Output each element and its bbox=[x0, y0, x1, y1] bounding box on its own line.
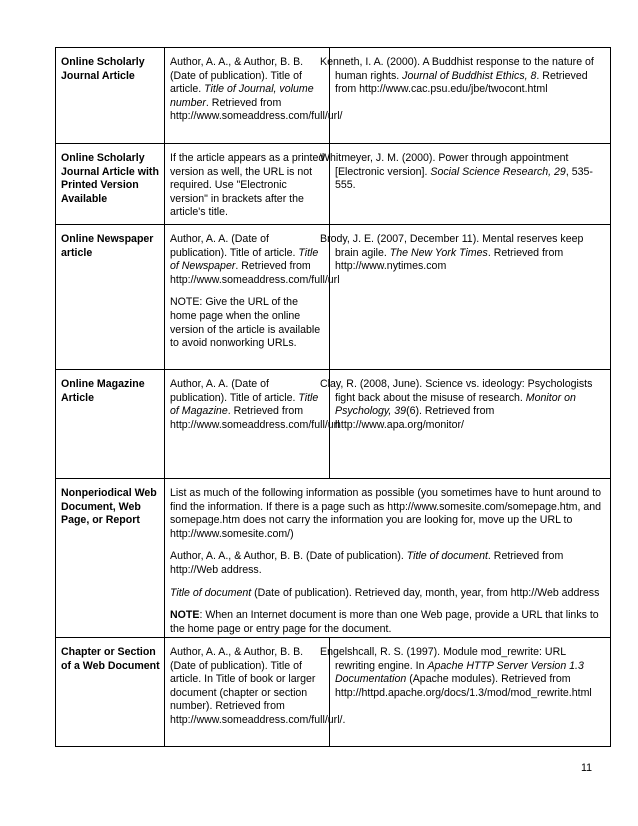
table-row bbox=[56, 638, 611, 747]
table-row bbox=[56, 144, 611, 225]
table-row bbox=[56, 370, 611, 479]
italic-text: Title of document bbox=[406, 550, 488, 563]
text-run: (Date of publication). Retrieved day, month, year, from http://Web address bbox=[251, 586, 600, 599]
italic-text: Title of Journal, volume number bbox=[170, 83, 314, 109]
source-type-cell: Online Scholarly Journal Article with Printed Version Available bbox=[56, 144, 165, 225]
example-cell bbox=[320, 370, 611, 479]
format-paragraph bbox=[170, 587, 606, 601]
source-type-cell: Nonperiodical Web Document, Web Page, or Report bbox=[56, 479, 165, 638]
text-run: : When an Internet document is more than one Web page, provide a URL that links to the home page or entry page for the document. bbox=[170, 609, 599, 635]
format-note: NOTE: Give the URL of the home page when the online version of the article is available to avoid nonworking URLs. bbox=[170, 296, 321, 350]
text-run: . Retrieved from http://www.cac.psu.edu/jbe/twocont.html bbox=[335, 69, 588, 96]
page-number: 11 bbox=[581, 762, 592, 774]
italic-text: Journal of Buddhist Ethics, 8 bbox=[402, 69, 537, 82]
text-run: . Retrieved from http://www.someaddress.com/full/url bbox=[170, 260, 340, 286]
text-run: List as much of the following information as possible (you sometimes have to hunt around to find the information. If there is a page such as http://www.somesite.com/somepage.htm, and somepage.htm does not carry the information you are looking for, move up the URL to http://www.somesite.com/) bbox=[170, 487, 602, 540]
source-type-cell: Online Magazine Article bbox=[56, 370, 165, 479]
text-run: Kenneth, I. A. (2000). A Buddhist response to the nature of human rights. bbox=[320, 56, 594, 82]
format-cell bbox=[165, 48, 343, 144]
italic-text: The New York Times bbox=[389, 246, 488, 259]
text-run: Author, A. A., & Author, B. B. (Date of publication). Title of article. In Title of book or larger document (chapter or section number). Retrieved from http://www.someaddress.com/full/url/. bbox=[170, 646, 346, 726]
italic-text: Title of Newspaper bbox=[170, 246, 319, 273]
italic-text: Social Science Research, 29 bbox=[430, 165, 566, 178]
example-cell bbox=[320, 144, 611, 225]
format-paragraph bbox=[170, 487, 606, 541]
text-run: . Retrieved from http://www.nytimes.com bbox=[335, 246, 564, 273]
citation-table bbox=[55, 47, 611, 747]
example-cell bbox=[320, 48, 611, 144]
text-run: Author, A. A. (Date of publication). Title of article. bbox=[170, 233, 299, 259]
italic-text: Title of Magazine bbox=[170, 391, 319, 418]
text-run: . Retrieved from http://www.someaddress.com/full/url bbox=[170, 405, 340, 431]
italic-text: Monitor on Psychology, 39 bbox=[335, 391, 576, 418]
text-run: Engelshcall, R. S. (1997). Module mod_rewrite: URL rewriting engine. In bbox=[320, 646, 566, 672]
table-row bbox=[56, 225, 611, 370]
text-run: . Retrieved from http://Web address. bbox=[170, 550, 564, 576]
text-run: Whitmeyer, J. M. (2000). Power through appointment [Electronic version]. bbox=[320, 152, 569, 178]
text-run: If the article appears as a printed version as well, the URL is not required. Use "Electronic version" in brackets after the article's title. bbox=[170, 152, 325, 219]
format-cell bbox=[165, 225, 340, 370]
format-text bbox=[170, 233, 340, 287]
text-run: Author, A. A. (Date of publication). Title of article. bbox=[170, 378, 299, 404]
bold-text: NOTE bbox=[170, 609, 200, 622]
source-type-cell: Online Newspaper article bbox=[56, 225, 165, 370]
format-cell bbox=[165, 638, 346, 747]
text-run: Clay, R. (2008, June). Science vs. ideology: Psychologists fight back about the misuse of research. bbox=[320, 378, 593, 404]
format-paragraph bbox=[170, 550, 606, 577]
format-cell bbox=[165, 370, 340, 479]
format-cell bbox=[165, 144, 330, 225]
text-run: (Apache modules). Retrieved from http://httpd.apache.org/docs/1.3/mod/mod_rewrite.html bbox=[335, 673, 592, 699]
italic-text: Title of document bbox=[170, 586, 252, 599]
text-run: . Retrieved from http://www.someaddress.com/full/url/ bbox=[170, 96, 343, 123]
format-cell-wide bbox=[165, 479, 611, 638]
text-run: Author, A. A., & Author, B. B. (Date of publication). Title of article. bbox=[170, 56, 304, 96]
example-cell bbox=[320, 638, 611, 747]
text-run: Brody, J. E. (2007, December 11). Mental reserves keep brain agile. bbox=[320, 233, 584, 259]
format-note bbox=[170, 609, 606, 636]
text-run: (6). Retrieved from http://www.apa.org/monitor/ bbox=[335, 405, 495, 431]
table-row bbox=[56, 479, 611, 638]
table-row bbox=[56, 48, 611, 144]
example-cell bbox=[320, 225, 611, 370]
text-run: Author, A. A., & Author, B. B. (Date of publication). bbox=[170, 550, 407, 563]
italic-text: Apache HTTP Server Version 1.3 Documentation bbox=[335, 659, 584, 686]
source-type-cell: Chapter or Section of a Web Document bbox=[56, 638, 165, 747]
text-run: , 535-555. bbox=[335, 165, 593, 192]
source-type-cell: Online Scholarly Journal Article bbox=[56, 48, 165, 144]
